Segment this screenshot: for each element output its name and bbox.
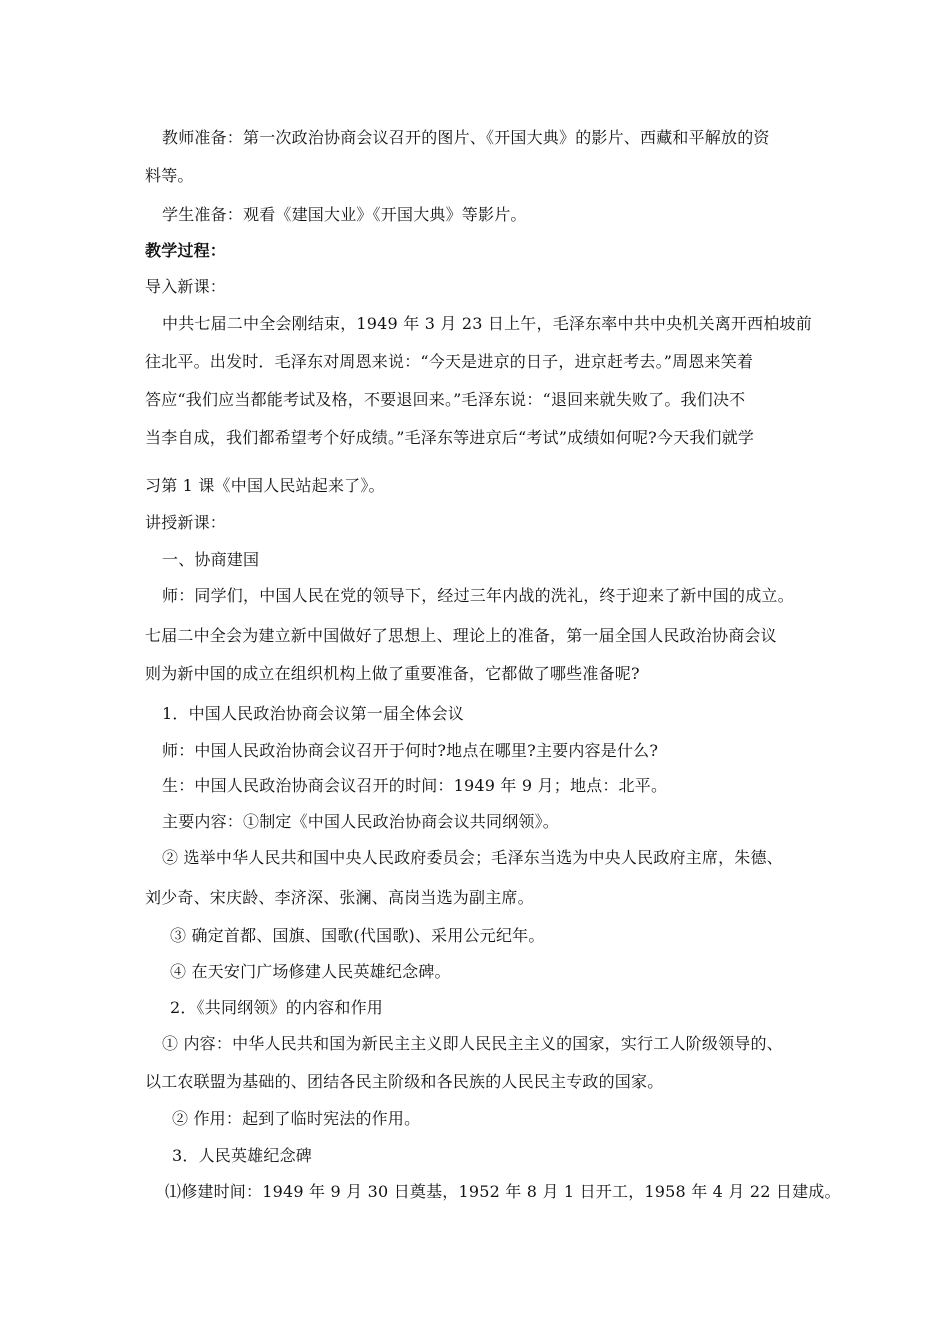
- item-heading-2: 2．《共同纲领》的内容和作用: [170, 998, 383, 1017]
- teacher-paragraph-line: 则为新中国的成立在组织机构上做了重要准备，它都做了哪些准备呢?: [145, 664, 640, 683]
- intro-paragraph-line: 答应“我们应当都能考试及格，不要退回来。”毛泽东说：“退回来就失败了。我们决不: [145, 390, 746, 409]
- teacher-paragraph-line: 师：同学们，中国人民在党的领导下，经过三年内战的洗礼，终于迎来了新中国的成立。: [162, 586, 794, 605]
- lecture-heading: 讲授新课：: [145, 513, 227, 532]
- list-item-4: ④ 在天安门广场修建人民英雄纪念碑。: [170, 962, 451, 981]
- intro-heading: 导入新课：: [145, 277, 227, 296]
- list-item-3: ③ 确定首都、国旗、国歌(代国歌)、采用公元纪年。: [170, 926, 545, 945]
- list-item-2-cont: 刘少奇、宋庆龄、李济深、张澜、高岗当选为副主席。: [145, 888, 534, 907]
- list-item-2: ② 选举中华人民共和国中央人民政府委员会；毛泽东当选为中央人民政府主席，朱德、: [162, 848, 783, 867]
- item-heading-3: 3．人民英雄纪念碑: [172, 1146, 312, 1165]
- monument-time-line: ⑴修建时间：1949 年 9 月 30 日奠基，1952 年 8 月 1 日开工，1958 年 4 月 22 日建成。: [165, 1182, 841, 1201]
- intro-paragraph-line: 中共七届二中全会刚结束，1949 年 3 月 23 日上午，毛泽东率中共中央机关离开西柏坡前: [162, 314, 812, 333]
- program-function-line: ② 作用：起到了临时宪法的作用。: [172, 1109, 421, 1128]
- teacher-prep-line-cont: 料等。: [145, 166, 194, 185]
- main-content-line: 主要内容：①制定《中国人民政治协商会议共同纲领》。: [162, 812, 560, 831]
- teacher-prep-line: 教师准备：第一次政治协商会议召开的图片、《开国大典》的影片、西藏和平解放的资: [162, 128, 770, 147]
- teacher-paragraph-line: 七届二中全会为建立新中国做好了思想上、理论上的准备，第一届全国人民政治协商会议: [145, 626, 777, 645]
- student-prep-line: 学生准备：观看《建国大业》《开国大典》等影片。: [162, 205, 527, 224]
- subsection-heading-consultation: 一、协商建国: [162, 550, 260, 569]
- intro-paragraph-line: 当李自成，我们都希望考个好成绩。”毛泽东等进京后“考试”成绩如何呢?今天我们就学: [145, 428, 755, 447]
- program-content-line: ① 内容：中华人民共和国为新民主主义即人民民主主义的国家，实行工人阶级领导的、: [162, 1034, 783, 1053]
- program-content-line-cont: 以工农联盟为基础的、团结各民主阶级和各民族的人民民主专政的国家。: [145, 1072, 664, 1091]
- section-heading-process: 教学过程：: [145, 241, 227, 260]
- intro-paragraph-line: 往北平。出发时．毛泽东对周恩来说：“今天是进京的日子，进京赶考去。”周恩来笑着: [145, 352, 754, 371]
- item-heading-1: 1．中国人民政治协商会议第一届全体会议: [162, 704, 464, 723]
- intro-paragraph-line: 习第 1 课《中国人民站起来了》。: [145, 476, 385, 495]
- student-answer-line: 生：中国人民政治协商会议召开的时间：1949 年 9 月；地点：北平。: [162, 776, 668, 795]
- teacher-question-line: 师：中国人民政治协商会议召开于何时?地点在哪里?主要内容是什么?: [162, 741, 659, 760]
